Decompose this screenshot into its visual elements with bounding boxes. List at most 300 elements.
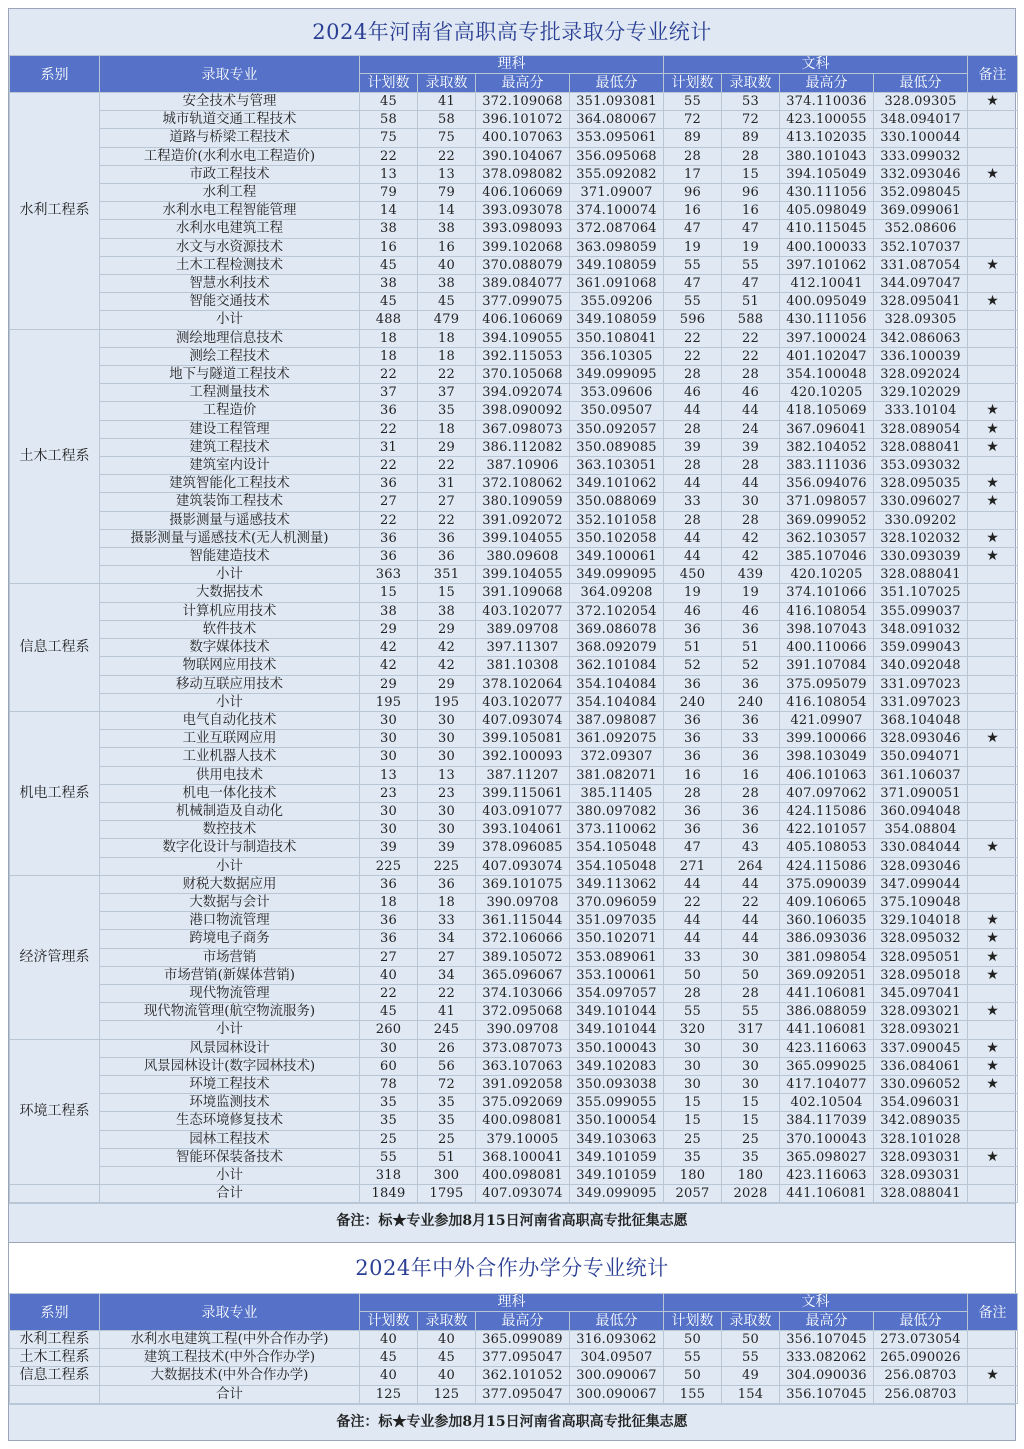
science-max-cell: 406.106069 xyxy=(476,311,570,329)
arts-max-cell: 418.105069 xyxy=(780,402,874,420)
arts-plan-cell: 55 xyxy=(664,293,722,311)
note-star-cell: ★ xyxy=(968,548,1018,566)
science-admit-cell: 27 xyxy=(418,493,476,511)
header-science: 理科 xyxy=(360,56,664,74)
science-max-cell: 361.115044 xyxy=(476,912,570,930)
arts-max-cell: 422.101057 xyxy=(780,821,874,839)
science-max-cell: 391.092058 xyxy=(476,1075,570,1093)
science-admit-cell: 30 xyxy=(418,711,476,729)
arts-max-cell: 423.100055 xyxy=(780,111,874,129)
science-admit-cell: 23 xyxy=(418,784,476,802)
science-plan-cell: 58 xyxy=(360,111,418,129)
arts-admit-cell: 44 xyxy=(722,475,780,493)
arts-plan-cell: 36 xyxy=(664,730,722,748)
arts-plan-cell: 47 xyxy=(664,839,722,857)
table-row xyxy=(10,384,1018,402)
arts-plan-cell: 320 xyxy=(664,1021,722,1039)
subtotal-row xyxy=(10,1166,1018,1184)
arts-min-cell: 360.094048 xyxy=(874,802,968,820)
science-plan-cell: 31 xyxy=(360,438,418,456)
arts-admit-cell: 588 xyxy=(722,311,780,329)
table-row xyxy=(10,256,1018,274)
section2-title: 2024年中外合作办学分专业统计 xyxy=(9,1243,1015,1293)
science-max-cell: 400.098081 xyxy=(476,1166,570,1184)
science-admit-cell: 72 xyxy=(418,1075,476,1093)
science-plan-cell: 18 xyxy=(360,893,418,911)
arts-plan-cell: 44 xyxy=(664,475,722,493)
arts-plan-cell: 47 xyxy=(664,220,722,238)
arts-plan-cell: 28 xyxy=(664,366,722,384)
arts-min-cell: 328.093031 xyxy=(874,1148,968,1166)
science-plan-cell: 125 xyxy=(360,1385,418,1403)
arts-max-cell: 421.09907 xyxy=(780,711,874,729)
arts-max-cell: 394.105049 xyxy=(780,165,874,183)
arts-max-cell: 356.107045 xyxy=(780,1331,874,1349)
arts-plan-cell: 19 xyxy=(664,238,722,256)
arts-admit-cell: 28 xyxy=(722,147,780,165)
arts-max-cell: 441.106081 xyxy=(780,1185,874,1203)
arts-min-cell: 256.08703 xyxy=(874,1367,968,1385)
arts-admit-cell: 15 xyxy=(722,1094,780,1112)
note-star-cell xyxy=(968,893,1018,911)
table-row xyxy=(10,293,1018,311)
major-cell: 环境工程技术 xyxy=(100,1075,360,1093)
arts-admit-cell: 42 xyxy=(722,529,780,547)
table-row xyxy=(10,730,1018,748)
arts-max-cell: 370.100043 xyxy=(780,1130,874,1148)
major-cell: 小计 xyxy=(100,1166,360,1184)
table-row xyxy=(10,275,1018,293)
science-admit-cell: 40 xyxy=(418,1367,476,1385)
note-star-cell xyxy=(968,857,1018,875)
arts-min-cell: 348.091032 xyxy=(874,620,968,638)
arts-min-cell: 328.093046 xyxy=(874,730,968,748)
note-star-cell: ★ xyxy=(968,948,1018,966)
major-cell: 摄影测量与遥感技术(无人机测量) xyxy=(100,529,360,547)
table-row xyxy=(10,93,1018,111)
note-star-cell: ★ xyxy=(968,293,1018,311)
science-max-cell: 392.100093 xyxy=(476,748,570,766)
arts-admit-cell: 36 xyxy=(722,620,780,638)
note-star-cell: ★ xyxy=(968,475,1018,493)
science-min-cell: 349.101044 xyxy=(570,1021,664,1039)
note-star-cell: ★ xyxy=(968,1057,1018,1075)
arts-admit-cell: 55 xyxy=(722,1349,780,1367)
table-row xyxy=(10,875,1018,893)
science-max-cell: 370.088079 xyxy=(476,256,570,274)
arts-plan-cell: 36 xyxy=(664,620,722,638)
science-admit-cell: 51 xyxy=(418,1148,476,1166)
science-admit-cell: 38 xyxy=(418,220,476,238)
science-min-cell: 355.099055 xyxy=(570,1094,664,1112)
science-max-cell: 403.091077 xyxy=(476,802,570,820)
science-max-cell: 378.098082 xyxy=(476,165,570,183)
arts-admit-cell: 28 xyxy=(722,366,780,384)
note-star-cell xyxy=(968,129,1018,147)
arts-plan-cell: 35 xyxy=(664,1148,722,1166)
note-star-cell xyxy=(968,184,1018,202)
arts-admit-cell: 89 xyxy=(722,129,780,147)
science-admit-cell: 31 xyxy=(418,475,476,493)
arts-admit-cell: 42 xyxy=(722,548,780,566)
note-star-cell xyxy=(968,602,1018,620)
arts-max-cell: 369.099052 xyxy=(780,511,874,529)
science-plan-cell: 40 xyxy=(360,1367,418,1385)
arts-plan-cell: 17 xyxy=(664,165,722,183)
total-row xyxy=(10,1185,1018,1203)
science-min-cell: 355.092082 xyxy=(570,165,664,183)
science-max-cell: 389.084077 xyxy=(476,275,570,293)
science-min-cell: 300.090067 xyxy=(570,1385,664,1403)
major-cell: 机械制造及自动化 xyxy=(100,802,360,820)
science-plan-cell: 37 xyxy=(360,384,418,402)
note-star-cell: ★ xyxy=(968,438,1018,456)
arts-plan-cell: 28 xyxy=(664,457,722,475)
arts-max-cell: 400.110066 xyxy=(780,639,874,657)
arts-plan-cell: 44 xyxy=(664,548,722,566)
science-max-cell: 362.101052 xyxy=(476,1367,570,1385)
arts-max-cell: 384.117039 xyxy=(780,1112,874,1130)
major-cell: 大数据与会计 xyxy=(100,893,360,911)
arts-plan-cell: 2057 xyxy=(664,1185,722,1203)
major-cell: 软件技术 xyxy=(100,620,360,638)
arts-min-cell: 330.096052 xyxy=(874,1075,968,1093)
header-arts: 文科 xyxy=(664,56,968,74)
science-max-cell: 365.096067 xyxy=(476,966,570,984)
dept-cell: 信息工程系 xyxy=(10,584,100,711)
science-min-cell: 361.091068 xyxy=(570,275,664,293)
arts-max-cell: 399.100066 xyxy=(780,730,874,748)
arts-admit-cell: 51 xyxy=(722,639,780,657)
arts-plan-cell: 25 xyxy=(664,1130,722,1148)
arts-plan-cell: 36 xyxy=(664,711,722,729)
arts-min-cell: 352.107037 xyxy=(874,238,968,256)
major-cell: 小计 xyxy=(100,1021,360,1039)
arts-min-cell: 354.08804 xyxy=(874,821,968,839)
science-max-cell: 403.102077 xyxy=(476,693,570,711)
major-cell: 测绘工程技术 xyxy=(100,347,360,365)
science-admit-cell: 22 xyxy=(418,147,476,165)
arts-max-cell: 401.102047 xyxy=(780,347,874,365)
major-cell: 工业机器人技术 xyxy=(100,748,360,766)
subtotal-row xyxy=(10,311,1018,329)
table-row xyxy=(10,475,1018,493)
major-cell: 建筑室内设计 xyxy=(100,457,360,475)
arts-plan-cell: 28 xyxy=(664,147,722,165)
science-admit-cell: 39 xyxy=(418,839,476,857)
arts-plan-cell: 180 xyxy=(664,1166,722,1184)
science-plan-cell: 22 xyxy=(360,420,418,438)
science-max-cell: 399.104055 xyxy=(476,529,570,547)
science-admit-cell: 45 xyxy=(418,293,476,311)
table-row xyxy=(10,511,1018,529)
note-star-cell: ★ xyxy=(968,730,1018,748)
note-star-cell xyxy=(968,384,1018,402)
arts-min-cell: 336.084061 xyxy=(874,1057,968,1075)
science-min-cell: 352.101058 xyxy=(570,511,664,529)
header-min: 最低分 xyxy=(570,74,664,93)
science-plan-cell: 13 xyxy=(360,766,418,784)
dept-cell: 土木工程系 xyxy=(10,329,100,584)
science-plan-cell: 60 xyxy=(360,1057,418,1075)
arts-min-cell: 344.097047 xyxy=(874,275,968,293)
arts-min-cell: 328.093031 xyxy=(874,1166,968,1184)
arts-max-cell: 416.108054 xyxy=(780,693,874,711)
science-admit-cell: 38 xyxy=(418,602,476,620)
note-star-cell xyxy=(968,566,1018,584)
arts-min-cell: 331.087054 xyxy=(874,256,968,274)
note-star-cell xyxy=(968,984,1018,1002)
arts-admit-cell: 72 xyxy=(722,111,780,129)
arts-max-cell: 386.093036 xyxy=(780,930,874,948)
science-plan-cell: 16 xyxy=(360,238,418,256)
arts-min-cell: 347.099044 xyxy=(874,875,968,893)
science-min-cell: 349.101059 xyxy=(570,1148,664,1166)
science-plan-cell: 30 xyxy=(360,1039,418,1057)
science-min-cell: 350.108041 xyxy=(570,329,664,347)
major-cell: 大数据技术(中外合作办学) xyxy=(100,1367,360,1385)
major-cell: 工程造价(水利水电工程造价) xyxy=(100,147,360,165)
arts-max-cell: 424.115086 xyxy=(780,802,874,820)
note-star-cell: ★ xyxy=(968,1075,1018,1093)
arts-max-cell: 423.116063 xyxy=(780,1166,874,1184)
science-admit-cell: 30 xyxy=(418,748,476,766)
arts-plan-cell: 240 xyxy=(664,693,722,711)
arts-admit-cell: 44 xyxy=(722,930,780,948)
dept-cell: 机电工程系 xyxy=(10,711,100,875)
science-admit-cell: 30 xyxy=(418,821,476,839)
arts-min-cell: 348.094017 xyxy=(874,111,968,129)
note-star-cell: ★ xyxy=(968,839,1018,857)
science-min-cell: 374.100074 xyxy=(570,202,664,220)
science-min-cell: 353.095061 xyxy=(570,129,664,147)
science-plan-cell: 45 xyxy=(360,93,418,111)
major-cell: 水利工程 xyxy=(100,184,360,202)
note-star-cell: ★ xyxy=(968,256,1018,274)
arts-plan-cell: 33 xyxy=(664,493,722,511)
header-min: 最低分 xyxy=(874,1312,968,1331)
header-arts: 文科 xyxy=(664,1294,968,1312)
science-admit-cell: 42 xyxy=(418,657,476,675)
arts-admit-cell: 36 xyxy=(722,802,780,820)
arts-min-cell: 331.097023 xyxy=(874,693,968,711)
science-admit-cell: 18 xyxy=(418,347,476,365)
science-max-cell: 390.09708 xyxy=(476,1021,570,1039)
arts-max-cell: 398.103049 xyxy=(780,748,874,766)
note-star-cell xyxy=(968,202,1018,220)
science-max-cell: 380.09608 xyxy=(476,548,570,566)
table-row xyxy=(10,202,1018,220)
arts-min-cell: 350.094071 xyxy=(874,748,968,766)
note-star-cell xyxy=(968,657,1018,675)
arts-admit-cell: 50 xyxy=(722,1331,780,1349)
arts-min-cell: 342.089035 xyxy=(874,1112,968,1130)
arts-plan-cell: 44 xyxy=(664,402,722,420)
joint-program-table xyxy=(9,1293,1018,1404)
arts-plan-cell: 36 xyxy=(664,748,722,766)
arts-admit-cell: 43 xyxy=(722,839,780,857)
science-min-cell: 350.100043 xyxy=(570,1039,664,1057)
science-plan-cell: 42 xyxy=(360,657,418,675)
science-admit-cell: 30 xyxy=(418,802,476,820)
science-admit-cell: 14 xyxy=(418,202,476,220)
arts-max-cell: 416.108054 xyxy=(780,602,874,620)
note-star-cell xyxy=(968,347,1018,365)
major-cell: 建筑工程技术(中外合作办学) xyxy=(100,1349,360,1367)
science-min-cell: 351.097035 xyxy=(570,912,664,930)
note-star-cell xyxy=(968,1112,1018,1130)
arts-admit-cell: 49 xyxy=(722,1367,780,1385)
table-row xyxy=(10,165,1018,183)
arts-min-cell: 340.092048 xyxy=(874,657,968,675)
arts-admit-cell: 36 xyxy=(722,821,780,839)
major-cell: 建筑工程技术 xyxy=(100,438,360,456)
science-max-cell: 370.105068 xyxy=(476,366,570,384)
table-row xyxy=(10,948,1018,966)
subtotal-row xyxy=(10,693,1018,711)
arts-admit-cell: 30 xyxy=(722,1075,780,1093)
table-row xyxy=(10,438,1018,456)
note-star-cell: ★ xyxy=(968,402,1018,420)
science-max-cell: 398.090092 xyxy=(476,402,570,420)
arts-admit-cell: 55 xyxy=(722,1003,780,1021)
major-cell: 摄影测量与遥感技术 xyxy=(100,511,360,529)
arts-plan-cell: 89 xyxy=(664,129,722,147)
subtotal-row xyxy=(10,566,1018,584)
footnote-2: 备注：标★专业参加8月15日河南省高职高专批征集志愿 xyxy=(9,1404,1015,1439)
science-plan-cell: 25 xyxy=(360,1130,418,1148)
science-plan-cell: 36 xyxy=(360,475,418,493)
science-admit-cell: 22 xyxy=(418,366,476,384)
table-row xyxy=(10,329,1018,347)
note-star-cell: ★ xyxy=(968,165,1018,183)
arts-max-cell: 400.095049 xyxy=(780,293,874,311)
table-row xyxy=(10,493,1018,511)
arts-admit-cell: 317 xyxy=(722,1021,780,1039)
arts-min-cell: 333.099032 xyxy=(874,147,968,165)
science-plan-cell: 18 xyxy=(360,329,418,347)
table-row xyxy=(10,238,1018,256)
science-min-cell: 353.09606 xyxy=(570,384,664,402)
science-admit-cell: 22 xyxy=(418,511,476,529)
arts-admit-cell: 28 xyxy=(722,511,780,529)
header-admit: 录取数 xyxy=(722,74,780,93)
table-row xyxy=(10,347,1018,365)
science-admit-cell: 36 xyxy=(418,548,476,566)
science-admit-cell: 29 xyxy=(418,438,476,456)
major-cell: 水利水电建筑工程 xyxy=(100,220,360,238)
table-row xyxy=(10,839,1018,857)
science-plan-cell: 13 xyxy=(360,165,418,183)
header-major: 录取专业 xyxy=(100,56,360,93)
major-cell: 现代物流管理 xyxy=(100,984,360,1002)
note-star-cell xyxy=(968,1385,1018,1403)
arts-max-cell: 367.096041 xyxy=(780,420,874,438)
table-row xyxy=(10,548,1018,566)
science-admit-cell: 41 xyxy=(418,1003,476,1021)
note-star-cell xyxy=(968,147,1018,165)
science-min-cell: 364.09208 xyxy=(570,584,664,602)
major-cell: 大数据技术 xyxy=(100,584,360,602)
arts-admit-cell: 44 xyxy=(722,875,780,893)
arts-min-cell: 330.09202 xyxy=(874,511,968,529)
arts-plan-cell: 55 xyxy=(664,256,722,274)
arts-plan-cell: 16 xyxy=(664,202,722,220)
science-max-cell: 407.093074 xyxy=(476,1185,570,1203)
arts-min-cell: 352.098045 xyxy=(874,184,968,202)
major-cell: 道路与桥梁工程技术 xyxy=(100,129,360,147)
note-star-cell xyxy=(968,275,1018,293)
note-star-cell: ★ xyxy=(968,1367,1018,1385)
science-plan-cell: 488 xyxy=(360,311,418,329)
major-cell: 智慧水利技术 xyxy=(100,275,360,293)
arts-plan-cell: 50 xyxy=(664,1331,722,1349)
major-cell: 工程造价 xyxy=(100,402,360,420)
arts-admit-cell: 19 xyxy=(722,238,780,256)
science-admit-cell: 34 xyxy=(418,966,476,984)
arts-admit-cell: 33 xyxy=(722,730,780,748)
major-cell: 小计 xyxy=(100,311,360,329)
science-max-cell: 400.098081 xyxy=(476,1112,570,1130)
arts-max-cell: 406.101063 xyxy=(780,766,874,784)
science-admit-cell: 35 xyxy=(418,1094,476,1112)
science-min-cell: 368.092079 xyxy=(570,639,664,657)
note-star-cell xyxy=(968,1130,1018,1148)
science-admit-cell: 30 xyxy=(418,730,476,748)
arts-plan-cell: 36 xyxy=(664,821,722,839)
science-max-cell: 363.107063 xyxy=(476,1057,570,1075)
science-admit-cell: 245 xyxy=(418,1021,476,1039)
science-min-cell: 350.088069 xyxy=(570,493,664,511)
joint-program-panel xyxy=(8,1243,1016,1441)
science-plan-cell: 260 xyxy=(360,1021,418,1039)
note-star-cell xyxy=(968,366,1018,384)
arts-max-cell: 369.092051 xyxy=(780,966,874,984)
arts-min-cell: 328.09305 xyxy=(874,93,968,111)
header-plan: 计划数 xyxy=(664,74,722,93)
table-row xyxy=(10,1367,1018,1385)
arts-max-cell: 400.100033 xyxy=(780,238,874,256)
science-max-cell: 390.104067 xyxy=(476,147,570,165)
arts-admit-cell: 36 xyxy=(722,748,780,766)
science-min-cell: 381.082071 xyxy=(570,766,664,784)
science-plan-cell: 36 xyxy=(360,912,418,930)
science-max-cell: 391.109068 xyxy=(476,584,570,602)
arts-min-cell: 329.102029 xyxy=(874,384,968,402)
science-plan-cell: 35 xyxy=(360,1094,418,1112)
arts-min-cell: 361.106037 xyxy=(874,766,968,784)
science-min-cell: 370.096059 xyxy=(570,893,664,911)
major-cell: 智能环保装备技术 xyxy=(100,1148,360,1166)
science-min-cell: 300.090067 xyxy=(570,1367,664,1385)
arts-min-cell: 328.088041 xyxy=(874,1185,968,1203)
note-star-cell xyxy=(968,111,1018,129)
arts-admit-cell: 24 xyxy=(722,420,780,438)
arts-plan-cell: 55 xyxy=(664,1003,722,1021)
arts-max-cell: 410.115045 xyxy=(780,220,874,238)
header-admit: 录取数 xyxy=(722,1312,780,1331)
arts-min-cell: 328.095051 xyxy=(874,948,968,966)
table-row xyxy=(10,802,1018,820)
science-min-cell: 356.10305 xyxy=(570,347,664,365)
science-min-cell: 353.089061 xyxy=(570,948,664,966)
arts-min-cell: 342.086063 xyxy=(874,329,968,347)
arts-plan-cell: 51 xyxy=(664,639,722,657)
science-min-cell: 369.086078 xyxy=(570,620,664,638)
science-max-cell: 393.093078 xyxy=(476,202,570,220)
arts-max-cell: 382.104052 xyxy=(780,438,874,456)
major-cell: 市场营销 xyxy=(100,948,360,966)
